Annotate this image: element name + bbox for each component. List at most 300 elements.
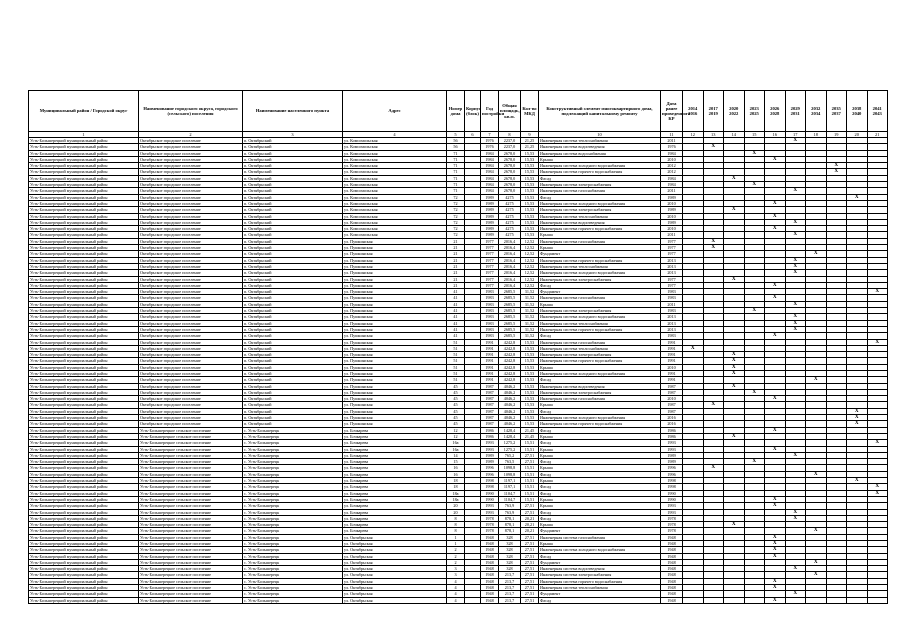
table-cell: 15,51 (521, 440, 539, 446)
table-cell: 1991 (481, 370, 499, 376)
table-cell: 8 (447, 515, 465, 521)
table-cell: Усть-Большерецкий муниципальный район (29, 150, 139, 156)
header-period-cell: 2014 2016 (683, 91, 704, 132)
table-cell: 45 (447, 383, 465, 389)
table-cell: 12,52 (521, 251, 539, 257)
table-cell: 16 (447, 471, 465, 477)
table-cell: 1948 (661, 534, 683, 540)
table-cell: 45 (447, 389, 465, 395)
table-cell: п. Октябрьский (243, 182, 343, 188)
table-cell: Усть-Большерецкий муниципальный район (29, 465, 139, 471)
table-cell: 1197,1 (499, 478, 521, 484)
table-cell: 45 (447, 415, 465, 421)
table-cell: Октябрьское городское поселение (139, 163, 243, 169)
table-cell: ул. Пушкинская (343, 402, 447, 408)
table-cell: Усть-Большерецкий муниципальный район (29, 226, 139, 232)
table-cell: ул. Пушкинская (343, 421, 447, 427)
table-cell: ул. Бочкарева (343, 522, 447, 528)
table-cell: 1991 (661, 358, 683, 364)
table-cell: 27,51 (521, 503, 539, 509)
period-cell (703, 597, 724, 603)
table-cell: 2010 (661, 364, 683, 370)
table-cell: Усть-Большерецкое сельское поселение (139, 503, 243, 509)
table-cell: 45 (447, 421, 465, 427)
table-cell: 1990 (481, 490, 499, 496)
table-cell: Инженерная система горячего водоснабжения (539, 257, 661, 263)
period-mark: X (847, 194, 868, 200)
table-cell: Усть-Большерецкий муниципальный район (29, 471, 139, 477)
table-cell: 1998 (661, 484, 683, 490)
table-cell: 1984 (481, 175, 499, 181)
table-cell: 1948 (481, 597, 499, 603)
table-cell: 1948 (481, 591, 499, 597)
table-cell: 3 (447, 572, 465, 578)
table-cell: Фасад (539, 175, 661, 181)
table-cell: п. Октябрьский (243, 320, 343, 326)
column-index: 8 (499, 132, 521, 138)
table-body (29, 138, 888, 604)
table-cell: Октябрьское городское поселение (139, 282, 243, 288)
table-cell: Усть-Большерецкий муниципальный район (29, 377, 139, 383)
table-cell: Усть-Большерецкий муниципальный район (29, 257, 139, 263)
period-mark: X (703, 402, 724, 408)
table-cell: с. Усть-Большерецк (243, 433, 343, 439)
table-cell: 1948 (481, 559, 499, 565)
table-cell: Фасад (539, 597, 661, 603)
table-cell: Усть-Большерецкий муниципальный район (29, 326, 139, 332)
table-cell: 1948 (481, 534, 499, 540)
table-cell: 12,52 (521, 263, 539, 269)
table-cell: ул. Бочкарева (343, 427, 447, 433)
table-cell: Инженерная система электроснабжения (539, 207, 661, 213)
table-cell: с. Усть-Большерецк (243, 452, 343, 458)
table-cell: 41 (447, 314, 465, 320)
table-cell: 328 (499, 547, 521, 553)
table-cell: 1428,4 (499, 433, 521, 439)
table-cell: п. Октябрьский (243, 282, 343, 288)
table-cell: п. Октябрьский (243, 226, 343, 232)
table-cell: Усть-Большерецкий муниципальный район (29, 528, 139, 534)
table-cell: 1986 (661, 427, 683, 433)
table-cell: 72 (447, 213, 465, 219)
table-cell: 4242,8 (499, 352, 521, 358)
column-index: 18 (806, 132, 827, 138)
table-cell: Крыша (539, 465, 661, 471)
table-cell: Усть-Большерецкое сельское поселение (139, 585, 243, 591)
table-cell: 1978 (661, 522, 683, 528)
table-cell: 4 (447, 578, 465, 584)
table-cell: Усть-Большерецкое сельское поселение (139, 553, 243, 559)
table-cell: 21 (447, 282, 465, 288)
table-cell: 15,53 (521, 188, 539, 194)
table-cell: 2016,4 (499, 238, 521, 244)
table-cell: п. Октябрьский (243, 345, 343, 351)
table-cell: Инженерная система теплоснабжения (539, 320, 661, 326)
table-cell: 2010 (661, 200, 683, 206)
table-cell: 1989 (481, 226, 499, 232)
table-cell: ул. Пушкинская (343, 257, 447, 263)
table-cell (465, 597, 481, 603)
table-cell: 1275,2 (499, 440, 521, 446)
table-cell: 1983 (661, 295, 683, 301)
table-cell: 1987 (661, 383, 683, 389)
table-cell: 4242,8 (499, 358, 521, 364)
table-cell: 2678,0 (499, 188, 521, 194)
table-cell: ул. Пушкинская (343, 352, 447, 358)
table-cell: Крыша (539, 522, 661, 528)
table-cell: 12 (447, 433, 465, 439)
table-cell: п. Октябрьский (243, 289, 343, 295)
table-cell: 1978 (661, 528, 683, 534)
table-cell: Октябрьское городское поселение (139, 408, 243, 414)
table-cell: 21,25 (521, 138, 539, 144)
table-cell: Усть-Большерецкий муниципальный район (29, 232, 139, 238)
table-cell: 4046,2 (499, 408, 521, 414)
table-cell: ул. Комсомольская (343, 188, 447, 194)
table-cell: 8 (447, 522, 465, 528)
period-mark: X (724, 433, 745, 439)
table-cell: Крыша (539, 503, 661, 509)
table-cell: 1275,2 (499, 446, 521, 452)
table-cell: 1976 (661, 144, 683, 150)
period-cell (806, 597, 827, 603)
period-mark: X (765, 541, 786, 547)
table-cell: ул. Пушкинская (343, 408, 447, 414)
table-cell: с. Усть-Большерецк (243, 585, 343, 591)
header-cell: Муниципальный район / Городской округ (29, 91, 139, 132)
table-cell: 18 (447, 484, 465, 490)
table-cell: Инженерная система теплоснабжения (539, 345, 661, 351)
table-cell: ул. Пушкинская (343, 245, 447, 251)
table-cell: 2678,0 (499, 182, 521, 188)
table-cell: 15,53 (521, 163, 539, 169)
table-cell: Усть-Большерецкое сельское поселение (139, 459, 243, 465)
table-cell: 15,53 (521, 226, 539, 232)
table-cell: п. Октябрьский (243, 358, 343, 364)
table-cell: 213,7 (499, 578, 521, 584)
table-cell: 15,53 (521, 377, 539, 383)
table-cell: ул. Комсомольская (343, 150, 447, 156)
table-cell: 27,51 (521, 566, 539, 572)
table-cell: 31,52 (521, 301, 539, 307)
table-cell: 2237,0 (499, 138, 521, 144)
period-cell (724, 597, 745, 603)
table-cell: Усть-Большерецкий муниципальный район (29, 396, 139, 402)
table-cell: Инженерная система водоотведения (539, 144, 661, 150)
table-cell: 21,45 (521, 433, 539, 439)
header-cell: Год постройки (481, 91, 499, 132)
table-cell: 1948 (661, 591, 683, 597)
table-cell: ул. Пушкинская (343, 333, 447, 339)
period-mark: X (765, 295, 786, 301)
period-mark: X (785, 219, 806, 225)
table-cell: 1984 (481, 163, 499, 169)
table-cell: Крыша (539, 446, 661, 452)
table-cell: Октябрьское городское поселение (139, 219, 243, 225)
table-cell: 15,53 (521, 389, 539, 395)
table-cell: ул. Комсомольская (343, 138, 447, 144)
table-cell: 21 (447, 251, 465, 257)
table-cell: 27,51 (521, 541, 539, 547)
table-cell: с. Усть-Большерецк (243, 578, 343, 584)
table-cell: Инженерная система горячего водоснабжения (539, 226, 661, 232)
table-cell: 213,7 (499, 597, 521, 603)
table-cell: 2685,5 (499, 326, 521, 332)
table-cell: 1 (447, 534, 465, 540)
period-mark: X (765, 597, 786, 603)
table-cell: п. Октябрьский (243, 251, 343, 257)
table-cell: Октябрьское городское поселение (139, 238, 243, 244)
period-mark: X (867, 490, 888, 496)
table-cell: с. Усть-Большерецк (243, 503, 343, 509)
table-cell: 71 (447, 175, 465, 181)
table-cell: 41 (447, 289, 465, 295)
table-cell: Инженерная система холодного водоснабжения (539, 270, 661, 276)
table-cell: Усть-Большерецкий муниципальный район (29, 452, 139, 458)
table-cell: 1977 (661, 238, 683, 244)
table-cell: Усть-Большерецкий муниципальный район (29, 433, 139, 439)
period-mark: X (765, 396, 786, 402)
table-cell: Усть-Большерецкое сельское поселение (139, 591, 243, 597)
table-cell: 71 (447, 182, 465, 188)
table-cell: 45 (447, 402, 465, 408)
table-cell: Усть-Большерецкий муниципальный район (29, 289, 139, 295)
period-mark: X (806, 572, 827, 578)
period-mark: X (867, 484, 888, 490)
table-cell: 1989 (481, 452, 499, 458)
table-cell: ул. Пушкинская (343, 238, 447, 244)
table-cell: Усть-Большерецкий муниципальный район (29, 572, 139, 578)
table-cell: ул. Октябрьская (343, 559, 447, 565)
table-cell: 1984 (481, 182, 499, 188)
period-mark: X (785, 270, 806, 276)
table-cell: ул. Комсомольская (343, 213, 447, 219)
column-index: 14 (724, 132, 745, 138)
table-cell: Фасад (539, 194, 661, 200)
column-index: 15 (744, 132, 765, 138)
table-cell: 4 (447, 597, 465, 603)
table-cell: 1987 (481, 408, 499, 414)
table-cell: ул. Пушкинская (343, 263, 447, 269)
table-cell: 12,52 (521, 276, 539, 282)
header-cell: Общая площадь, кв.м. (499, 91, 521, 132)
table-cell: 878,1 (499, 528, 521, 534)
table-cell: 2010 (661, 226, 683, 232)
column-index: 11 (661, 132, 683, 138)
table-cell: 878,1 (499, 522, 521, 528)
table-cell: Усть-Большерецкий муниципальный район (29, 301, 139, 307)
table-cell: 4046,2 (499, 402, 521, 408)
table-cell: 15,53 (521, 364, 539, 370)
table-cell: Крыша (539, 232, 661, 238)
table-cell: 1996 (481, 465, 499, 471)
table-cell: 1978 (481, 528, 499, 534)
period-mark: X (847, 408, 868, 414)
table-cell: ул. Бочкарева (343, 509, 447, 515)
table-cell: п. Октябрьский (243, 156, 343, 162)
table-cell: Усть-Большерецкий муниципальный район (29, 251, 139, 257)
table-cell: ул. Бочкарева (343, 459, 447, 465)
table-cell: 15,53 (521, 150, 539, 156)
period-mark: X (703, 144, 724, 150)
table-cell: 878,1 (499, 515, 521, 521)
table-cell: 72 (447, 194, 465, 200)
period-mark: X (724, 207, 745, 213)
table-cell: п. Октябрьский (243, 308, 343, 314)
table-cell: Фасад (539, 471, 661, 477)
table-cell: Усть-Большерецкий муниципальный район (29, 263, 139, 269)
table-cell: 15,51 (521, 471, 539, 477)
table-cell: Крыша (539, 478, 661, 484)
table-cell: Инженерная система водоотведения (539, 219, 661, 225)
table-cell: 2013 (661, 270, 683, 276)
table-cell: 20 (447, 509, 465, 515)
table-cell: ул. Бочкарева (343, 496, 447, 502)
table-cell: 31,52 (521, 320, 539, 326)
table-cell: 1977 (481, 282, 499, 288)
table-cell: 1977 (661, 251, 683, 257)
table-cell: 41 (447, 308, 465, 314)
table-cell: 15,53 (521, 415, 539, 421)
table-cell: 12,52 (521, 245, 539, 251)
period-mark: X (847, 415, 868, 421)
table-cell: Инженерная система газоснабжения (539, 295, 661, 301)
table-cell: 1977 (661, 245, 683, 251)
period-mark: X (765, 427, 786, 433)
column-index: 10 (539, 132, 661, 138)
period-mark: X (744, 150, 765, 156)
table-cell: 1098,8 (499, 465, 521, 471)
table-cell: 1948 (661, 541, 683, 547)
table-cell: 213,7 (499, 572, 521, 578)
table-cell: Октябрьское городское поселение (139, 251, 243, 257)
table-cell: п. Октябрьский (243, 402, 343, 408)
table-cell: с. Усть-Большерецк (243, 496, 343, 502)
table-cell: 1983 (481, 320, 499, 326)
table-cell: ул. Пушкинская (343, 308, 447, 314)
table-cell: с. Усть-Большерецк (243, 427, 343, 433)
period-mark: X (744, 308, 765, 314)
table-row (29, 597, 888, 603)
table-cell: п. Октябрьский (243, 270, 343, 276)
table-cell: Октябрьское городское поселение (139, 194, 243, 200)
table-cell: 16а (447, 440, 465, 446)
table-cell: Крыша (539, 452, 661, 458)
table-cell: 1993 (481, 440, 499, 446)
table-cell: 51 (447, 352, 465, 358)
table-cell: 1996 (661, 465, 683, 471)
table-cell: 27,51 (521, 597, 539, 603)
table-cell: 1977 (481, 270, 499, 276)
table-cell: 2678,0 (499, 150, 521, 156)
table-cell: 2685,5 (499, 333, 521, 339)
table-cell: Инженерная система газоснабжения (539, 238, 661, 244)
table-cell: 15,51 (521, 478, 539, 484)
table-cell: 15,53 (521, 345, 539, 351)
table-cell: Усть-Большерецкий муниципальный район (29, 182, 139, 188)
table-cell: Усть-Большерецкий муниципальный район (29, 522, 139, 528)
table-cell: Усть-Большерецкое сельское поселение (139, 433, 243, 439)
table-cell: 1989 (481, 219, 499, 225)
header-period-cell: 2026 2028 (765, 91, 786, 132)
table-cell: 1976 (481, 144, 499, 150)
table-cell: с. Усть-Большерецк (243, 446, 343, 452)
table-cell: 8 (447, 528, 465, 534)
table-cell: с. Усть-Большерецк (243, 541, 343, 547)
table-cell: 328 (499, 541, 521, 547)
table-cell: 15 (447, 459, 465, 465)
table-cell: 15,53 (521, 213, 539, 219)
table-cell: 27,51 (521, 585, 539, 591)
table-cell: ул. Бочкарева (343, 528, 447, 534)
table-cell: Октябрьское городское поселение (139, 352, 243, 358)
column-index: 7 (481, 132, 499, 138)
table-cell: 1989 (661, 459, 683, 465)
table-cell: 1989 (481, 213, 499, 219)
table-cell: п. Октябрьский (243, 396, 343, 402)
table-cell: с. Усть-Большерецк (243, 484, 343, 490)
table-cell: 1998 (661, 478, 683, 484)
header-cell: Наименование населенного пункта (243, 91, 343, 132)
table-cell: ул. Комсомольская (343, 163, 447, 169)
table-cell: 15,53 (521, 200, 539, 206)
table-cell: Октябрьское городское поселение (139, 308, 243, 314)
period-mark: X (785, 509, 806, 515)
table-cell: 1983 (481, 314, 499, 320)
table-cell: Октябрьское городское поселение (139, 370, 243, 376)
table-cell: 27,51 (521, 534, 539, 540)
table-cell: Инженерная система холодного водоснабжения (539, 370, 661, 376)
table-cell: 2685,5 (499, 314, 521, 320)
period-mark: X (785, 263, 806, 269)
table-cell: п. Октябрьский (243, 238, 343, 244)
table-cell: п. Октябрьский (243, 295, 343, 301)
table-cell: ул. Октябрьская (343, 541, 447, 547)
table-cell: ул. Бочкарева (343, 452, 447, 458)
table-cell: 27,51 (521, 459, 539, 465)
table-cell: Усть-Большерецкий муниципальный район (29, 421, 139, 427)
header-cell: Конструктивный элемент многоквартирного дома, подлежащий капитальному ремонту (539, 91, 661, 132)
table-cell: Октябрьское городское поселение (139, 396, 243, 402)
repair-schedule-table (28, 90, 888, 604)
period-cell (826, 597, 847, 603)
table-cell: 2012 (661, 163, 683, 169)
table-cell: Усть-Большерецкий муниципальный район (29, 200, 139, 206)
table-cell: Усть-Большерецкий муниципальный район (29, 370, 139, 376)
table-cell: Октябрьское городское поселение (139, 144, 243, 150)
table-cell: 1983 (481, 308, 499, 314)
table-cell: 2016,4 (499, 282, 521, 288)
table-cell: 4242,8 (499, 364, 521, 370)
table-cell: Инженерная система газоснабжения (539, 339, 661, 345)
table-cell: 51 (447, 370, 465, 376)
table-cell: 1984 (481, 169, 499, 175)
table-cell: 2685,5 (499, 289, 521, 295)
period-mark: X (806, 528, 827, 534)
table-cell: 1948 (481, 572, 499, 578)
table-cell: 1984 (661, 150, 683, 156)
table-cell: ул. Бочкарева (343, 433, 447, 439)
table-cell: 2011 (661, 188, 683, 194)
table-cell: ул. Пушкинская (343, 415, 447, 421)
table-cell: Усть-Большерецкий муниципальный район (29, 219, 139, 225)
header-period-cell: 2041 2043 (867, 91, 888, 132)
table-cell: Фасад (539, 377, 661, 383)
table-cell: Усть-Большерецкий муниципальный район (29, 194, 139, 200)
table-cell: Инженерная система газоснабжения (539, 396, 661, 402)
table-cell: Октябрьское городское поселение (139, 301, 243, 307)
table-cell: 1993 (661, 440, 683, 446)
